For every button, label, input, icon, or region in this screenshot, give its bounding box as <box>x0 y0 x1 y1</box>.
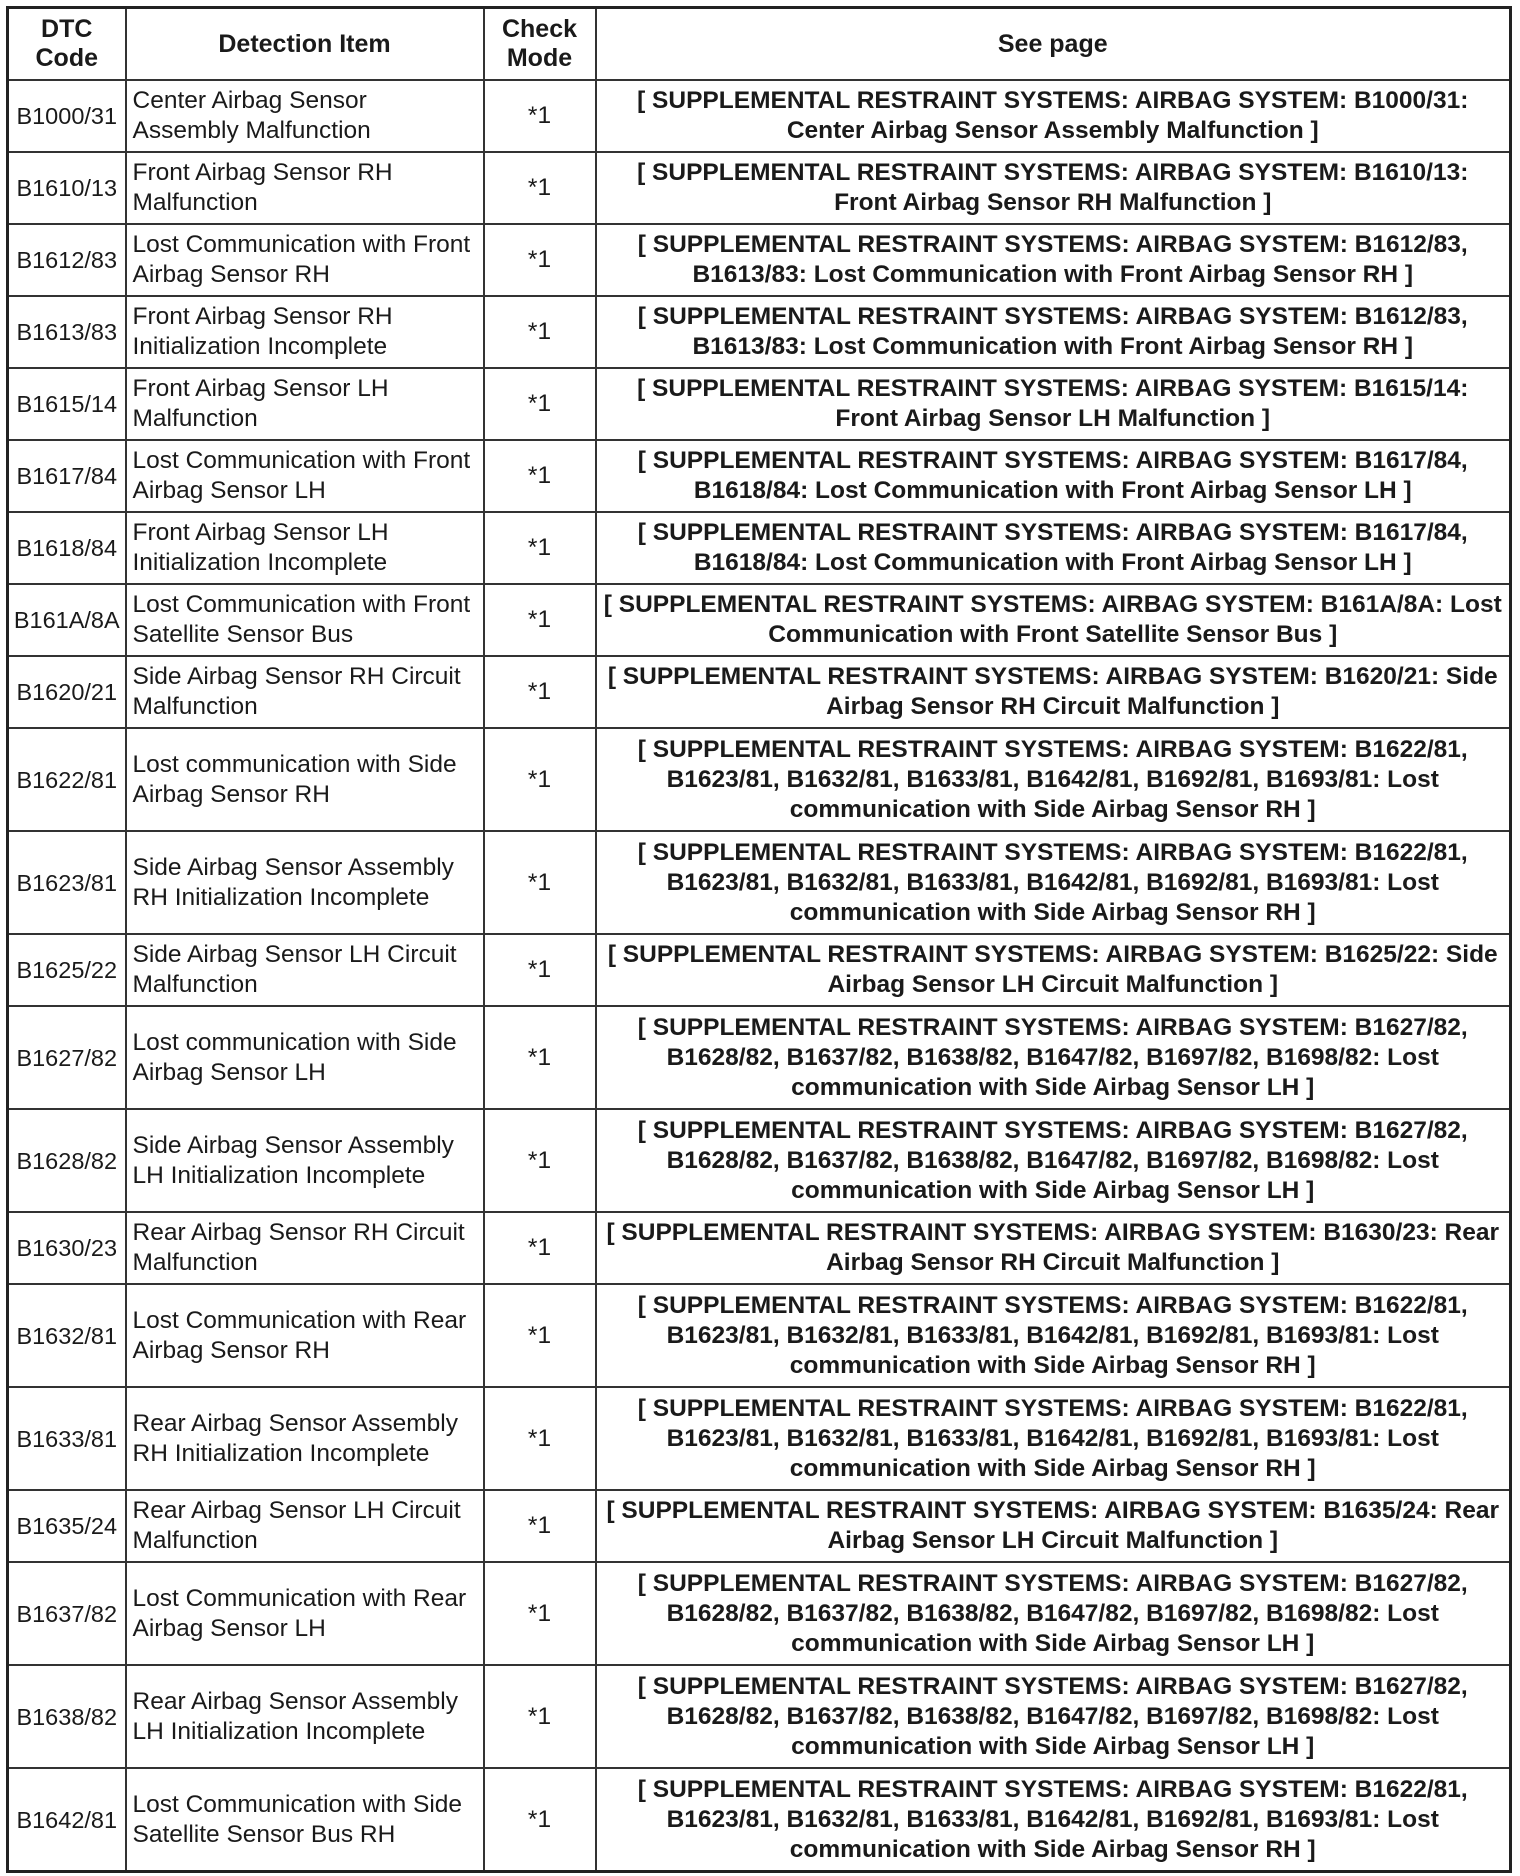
check-mode-cell: *1 <box>484 368 596 440</box>
check-mode-cell: *1 <box>484 584 596 656</box>
check-mode-cell: *1 <box>484 152 596 224</box>
dtc-code-cell: B1617/84 <box>8 440 126 512</box>
dtc-code-cell: B161A/8A <box>8 584 126 656</box>
see-page-link[interactable]: [ SUPPLEMENTAL RESTRAINT SYSTEMS: AIRBAG SYSTEM: B1627/82, B1628/82, B1637/82, B1638/82, B1647/82, B1697/82, B1698/82: Lost communication with Side Airbag Sensor LH ] <box>596 1006 1511 1109</box>
see-page-link[interactable]: [ SUPPLEMENTAL RESTRAINT SYSTEMS: AIRBAG SYSTEM: B1625/22: Side Airbag Sensor LH Circuit Malfunction ] <box>596 934 1511 1006</box>
table-row <box>8 1109 1511 1212</box>
table-body <box>8 80 1511 1872</box>
detection-item-cell: Lost Communication with Rear Airbag Sensor RH <box>126 1284 484 1387</box>
detection-item-cell: Front Airbag Sensor LH Malfunction <box>126 368 484 440</box>
see-page-link[interactable]: [ SUPPLEMENTAL RESTRAINT SYSTEMS: AIRBAG SYSTEM: B1620/21: Side Airbag Sensor RH Circuit Malfunction ] <box>596 656 1511 728</box>
dtc-code-cell: B1633/81 <box>8 1387 126 1490</box>
see-page-link[interactable]: [ SUPPLEMENTAL RESTRAINT SYSTEMS: AIRBAG SYSTEM: B1610/13: Front Airbag Sensor RH Malfunction ] <box>596 152 1511 224</box>
detection-item-cell: Front Airbag Sensor RH Initialization Incomplete <box>126 296 484 368</box>
see-page-link[interactable]: [ SUPPLEMENTAL RESTRAINT SYSTEMS: AIRBAG SYSTEM: B1622/81, B1623/81, B1632/81, B1633/81, B1642/81, B1692/81, B1693/81: Lost communication with Side Airbag Sensor RH ] <box>596 831 1511 934</box>
check-mode-cell: *1 <box>484 1490 596 1562</box>
table-row <box>8 440 1511 512</box>
dtc-code-cell: B1638/82 <box>8 1665 126 1768</box>
dtc-code-cell: B1615/14 <box>8 368 126 440</box>
dtc-table <box>6 6 1512 1873</box>
header-check-mode-label: Check Mode <box>501 15 578 72</box>
detection-item-cell: Lost communication with Side Airbag Sensor LH <box>126 1006 484 1109</box>
dtc-code-cell: B1000/31 <box>8 80 126 152</box>
check-mode-cell: *1 <box>484 1562 596 1665</box>
see-page-link[interactable]: [ SUPPLEMENTAL RESTRAINT SYSTEMS: AIRBAG SYSTEM: B1617/84, B1618/84: Lost Communication with Front Airbag Sensor LH ] <box>596 440 1511 512</box>
dtc-code-cell: B1612/83 <box>8 224 126 296</box>
detection-item-cell: Side Airbag Sensor LH Circuit Malfunction <box>126 934 484 1006</box>
check-mode-cell: *1 <box>484 296 596 368</box>
detection-item-cell: Lost Communication with Front Airbag Sensor LH <box>126 440 484 512</box>
table-row <box>8 934 1511 1006</box>
table-row <box>8 1284 1511 1387</box>
dtc-code-cell: B1622/81 <box>8 728 126 831</box>
check-mode-cell: *1 <box>484 728 596 831</box>
detection-item-cell: Front Airbag Sensor LH Initialization Incomplete <box>126 512 484 584</box>
header-check-mode <box>484 8 596 81</box>
table-row <box>8 1387 1511 1490</box>
see-page-link[interactable]: [ SUPPLEMENTAL RESTRAINT SYSTEMS: AIRBAG SYSTEM: B1622/81, B1623/81, B1632/81, B1633/81, B1642/81, B1692/81, B1693/81: Lost communication with Side Airbag Sensor RH ] <box>596 1768 1511 1872</box>
table-row <box>8 1562 1511 1665</box>
check-mode-cell: *1 <box>484 831 596 934</box>
see-page-link[interactable]: [ SUPPLEMENTAL RESTRAINT SYSTEMS: AIRBAG SYSTEM: B1612/83, B1613/83: Lost Communication with Front Airbag Sensor RH ] <box>596 224 1511 296</box>
check-mode-cell: *1 <box>484 934 596 1006</box>
detection-item-cell: Front Airbag Sensor RH Malfunction <box>126 152 484 224</box>
table-row <box>8 512 1511 584</box>
detection-item-cell: Rear Airbag Sensor RH Circuit Malfunction <box>126 1212 484 1284</box>
header-dtc-code <box>8 8 126 81</box>
table-row <box>8 296 1511 368</box>
detection-item-cell: Side Airbag Sensor RH Circuit Malfunction <box>126 656 484 728</box>
check-mode-cell: *1 <box>484 1006 596 1109</box>
see-page-link[interactable]: [ SUPPLEMENTAL RESTRAINT SYSTEMS: AIRBAG SYSTEM: B1615/14: Front Airbag Sensor LH Malfunction ] <box>596 368 1511 440</box>
detection-item-cell: Side Airbag Sensor Assembly LH Initialization Incomplete <box>126 1109 484 1212</box>
check-mode-cell: *1 <box>484 80 596 152</box>
table-row <box>8 831 1511 934</box>
check-mode-cell: *1 <box>484 1109 596 1212</box>
dtc-code-cell: B1627/82 <box>8 1006 126 1109</box>
see-page-link[interactable]: [ SUPPLEMENTAL RESTRAINT SYSTEMS: AIRBAG SYSTEM: B1617/84, B1618/84: Lost Communication with Front Airbag Sensor LH ] <box>596 512 1511 584</box>
dtc-code-cell: B1642/81 <box>8 1768 126 1872</box>
table-row <box>8 728 1511 831</box>
table-row <box>8 80 1511 152</box>
header-dtc-code-label: DTC Code <box>35 15 98 72</box>
table-row <box>8 584 1511 656</box>
check-mode-cell: *1 <box>484 224 596 296</box>
detection-item-cell: Rear Airbag Sensor Assembly LH Initialization Incomplete <box>126 1665 484 1768</box>
dtc-code-cell: B1610/13 <box>8 152 126 224</box>
detection-item-cell: Center Airbag Sensor Assembly Malfunction <box>126 80 484 152</box>
see-page-link[interactable]: [ SUPPLEMENTAL RESTRAINT SYSTEMS: AIRBAG SYSTEM: B1000/31: Center Airbag Sensor Assembly Malfunction ] <box>596 80 1511 152</box>
check-mode-cell: *1 <box>484 1284 596 1387</box>
dtc-code-cell: B1637/82 <box>8 1562 126 1665</box>
check-mode-cell: *1 <box>484 440 596 512</box>
dtc-code-cell: B1628/82 <box>8 1109 126 1212</box>
see-page-link[interactable]: [ SUPPLEMENTAL RESTRAINT SYSTEMS: AIRBAG SYSTEM: B1622/81, B1623/81, B1632/81, B1633/81, B1642/81, B1692/81, B1693/81: Lost communication with Side Airbag Sensor RH ] <box>596 728 1511 831</box>
table-row <box>8 152 1511 224</box>
table-row <box>8 1768 1511 1872</box>
dtc-code-cell: B1635/24 <box>8 1490 126 1562</box>
detection-item-cell: Rear Airbag Sensor Assembly RH Initialization Incomplete <box>126 1387 484 1490</box>
header-see-page-label: See page <box>997 29 1108 58</box>
detection-item-cell: Lost Communication with Front Satellite Sensor Bus <box>126 584 484 656</box>
dtc-code-cell: B1623/81 <box>8 831 126 934</box>
table-row <box>8 1006 1511 1109</box>
dtc-code-cell: B1613/83 <box>8 296 126 368</box>
dtc-code-cell: B1625/22 <box>8 934 126 1006</box>
table-row <box>8 1212 1511 1284</box>
see-page-link[interactable]: [ SUPPLEMENTAL RESTRAINT SYSTEMS: AIRBAG SYSTEM: B1627/82, B1628/82, B1637/82, B1638/82, B1647/82, B1697/82, B1698/82: Lost communication with Side Airbag Sensor LH ] <box>596 1562 1511 1665</box>
detection-item-cell: Lost Communication with Side Satellite Sensor Bus RH <box>126 1768 484 1872</box>
detection-item-cell: Rear Airbag Sensor LH Circuit Malfunction <box>126 1490 484 1562</box>
table-header-row <box>8 8 1511 81</box>
dtc-code-cell: B1618/84 <box>8 512 126 584</box>
dtc-code-cell: B1620/21 <box>8 656 126 728</box>
table-row <box>8 368 1511 440</box>
header-see-page <box>596 8 1511 81</box>
detection-item-cell: Lost Communication with Front Airbag Sensor RH <box>126 224 484 296</box>
dtc-code-cell: B1630/23 <box>8 1212 126 1284</box>
check-mode-cell: *1 <box>484 512 596 584</box>
detection-item-cell: Side Airbag Sensor Assembly RH Initialization Incomplete <box>126 831 484 934</box>
see-page-link[interactable]: [ SUPPLEMENTAL RESTRAINT SYSTEMS: AIRBAG SYSTEM: B1635/24: Rear Airbag Sensor LH Circuit Malfunction ] <box>596 1490 1511 1562</box>
see-page-link[interactable]: [ SUPPLEMENTAL RESTRAINT SYSTEMS: AIRBAG SYSTEM: B1612/83, B1613/83: Lost Communication with Front Airbag Sensor RH ] <box>596 296 1511 368</box>
check-mode-cell: *1 <box>484 1387 596 1490</box>
check-mode-cell: *1 <box>484 1768 596 1872</box>
see-page-link[interactable]: [ SUPPLEMENTAL RESTRAINT SYSTEMS: AIRBAG SYSTEM: B1622/81, B1623/81, B1632/81, B1633/81, B1642/81, B1692/81, B1693/81: Lost communication with Side Airbag Sensor RH ] <box>596 1284 1511 1387</box>
see-page-link[interactable]: [ SUPPLEMENTAL RESTRAINT SYSTEMS: AIRBAG SYSTEM: B1627/82, B1628/82, B1637/82, B1638/82, B1647/82, B1697/82, B1698/82: Lost communication with Side Airbag Sensor LH ] <box>596 1109 1511 1212</box>
see-page-link[interactable]: [ SUPPLEMENTAL RESTRAINT SYSTEMS: AIRBAG SYSTEM: B1630/23: Rear Airbag Sensor RH Circuit Malfunction ] <box>596 1212 1511 1284</box>
dtc-code-cell: B1632/81 <box>8 1284 126 1387</box>
header-detection-item <box>126 8 484 81</box>
detection-item-cell: Lost communication with Side Airbag Sensor RH <box>126 728 484 831</box>
table-row <box>8 656 1511 728</box>
check-mode-cell: *1 <box>484 656 596 728</box>
header-detection-item-label: Detection Item <box>218 29 391 58</box>
check-mode-cell: *1 <box>484 1665 596 1768</box>
check-mode-cell: *1 <box>484 1212 596 1284</box>
table-row <box>8 1665 1511 1768</box>
table-row <box>8 224 1511 296</box>
see-page-link[interactable]: [ SUPPLEMENTAL RESTRAINT SYSTEMS: AIRBAG SYSTEM: B161A/8A: Lost Communication with Front Satellite Sensor Bus ] <box>596 584 1511 656</box>
table-row <box>8 1490 1511 1562</box>
see-page-link[interactable]: [ SUPPLEMENTAL RESTRAINT SYSTEMS: AIRBAG SYSTEM: B1622/81, B1623/81, B1632/81, B1633/81, B1642/81, B1692/81, B1693/81: Lost communication with Side Airbag Sensor RH ] <box>596 1387 1511 1490</box>
detection-item-cell: Lost Communication with Rear Airbag Sensor LH <box>126 1562 484 1665</box>
see-page-link[interactable]: [ SUPPLEMENTAL RESTRAINT SYSTEMS: AIRBAG SYSTEM: B1627/82, B1628/82, B1637/82, B1638/82, B1647/82, B1697/82, B1698/82: Lost communication with Side Airbag Sensor LH ] <box>596 1665 1511 1768</box>
